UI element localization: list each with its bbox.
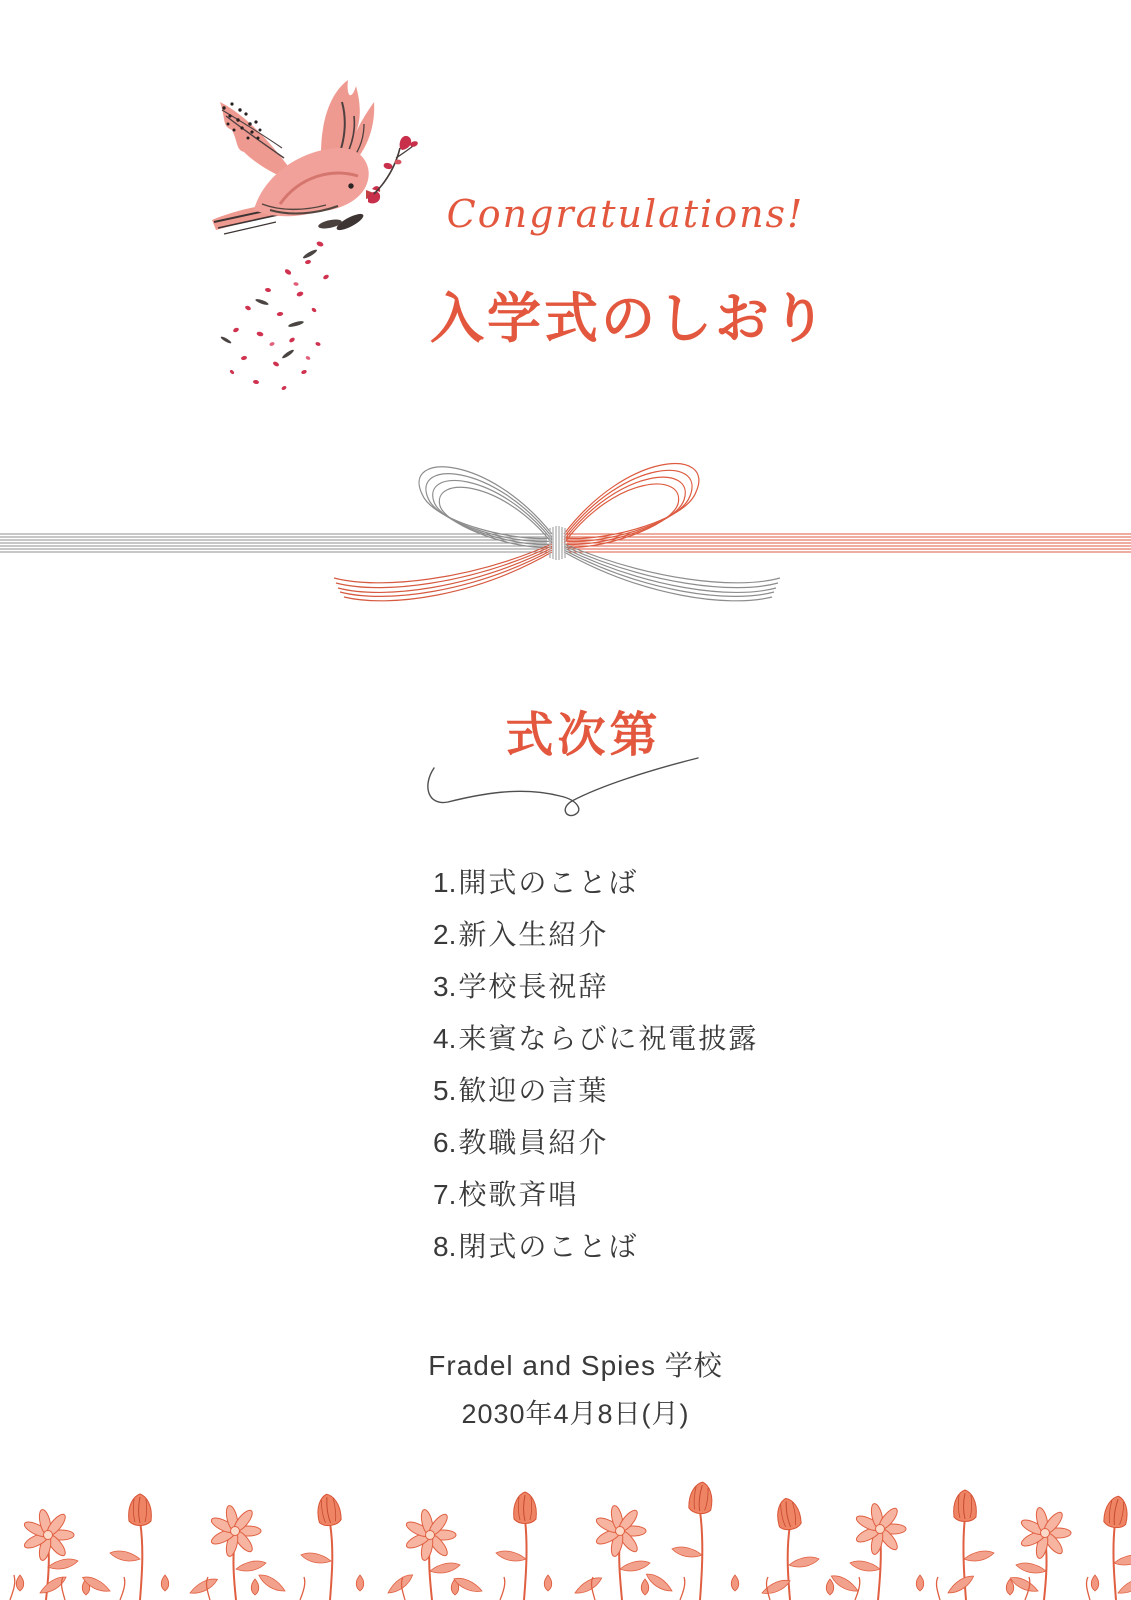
program-item-label: 学校長祝辞 (458, 971, 609, 1002)
program-item-label: 来賓ならびに祝電披露 (458, 1023, 759, 1054)
program-item-label: 教職員紹介 (458, 1127, 609, 1158)
program-item-5 (433, 1076, 758, 1105)
program-item-label: 閉式のことば (458, 1231, 639, 1262)
program-item-label: 新入生紹介 (458, 919, 609, 950)
program-item-6 (433, 1128, 758, 1157)
school-name: Fradel and Spies 学校 (428, 1350, 723, 1381)
flourish-squiggle (420, 748, 710, 823)
page-title: 入学式のしおり (430, 289, 829, 349)
program-item-1 (433, 868, 758, 897)
mizuhiki-ribbon-illustration (0, 440, 1131, 620)
program-item-number: 4. (433, 1023, 457, 1054)
ceremony-date: 2030年4月8日(月) (461, 1399, 690, 1429)
program-item-number: 1. (433, 867, 457, 898)
program-item-4 (433, 1024, 758, 1053)
program-item-number: 3. (433, 971, 457, 1002)
program-item-number: 7. (433, 1179, 457, 1210)
program-item-3 (433, 972, 758, 1001)
congratulations-text: Congratulations! (446, 192, 805, 236)
program-item-2 (433, 920, 758, 949)
program-item-label: 開式のことば (458, 867, 639, 898)
program-item-number: 8. (433, 1231, 457, 1262)
program-list (433, 868, 758, 1284)
floral-border-illustration (0, 1475, 1131, 1600)
program-item-7 (433, 1180, 758, 1209)
program-item-8 (433, 1232, 758, 1261)
program-heading: 式次第 (505, 709, 662, 762)
program-item-number: 2. (433, 919, 457, 950)
program-item-label: 校歌斉唱 (458, 1179, 579, 1210)
program-item-number: 6. (433, 1127, 457, 1158)
program-item-label: 歓迎の言葉 (458, 1075, 609, 1106)
program-item-number: 5. (433, 1075, 457, 1106)
